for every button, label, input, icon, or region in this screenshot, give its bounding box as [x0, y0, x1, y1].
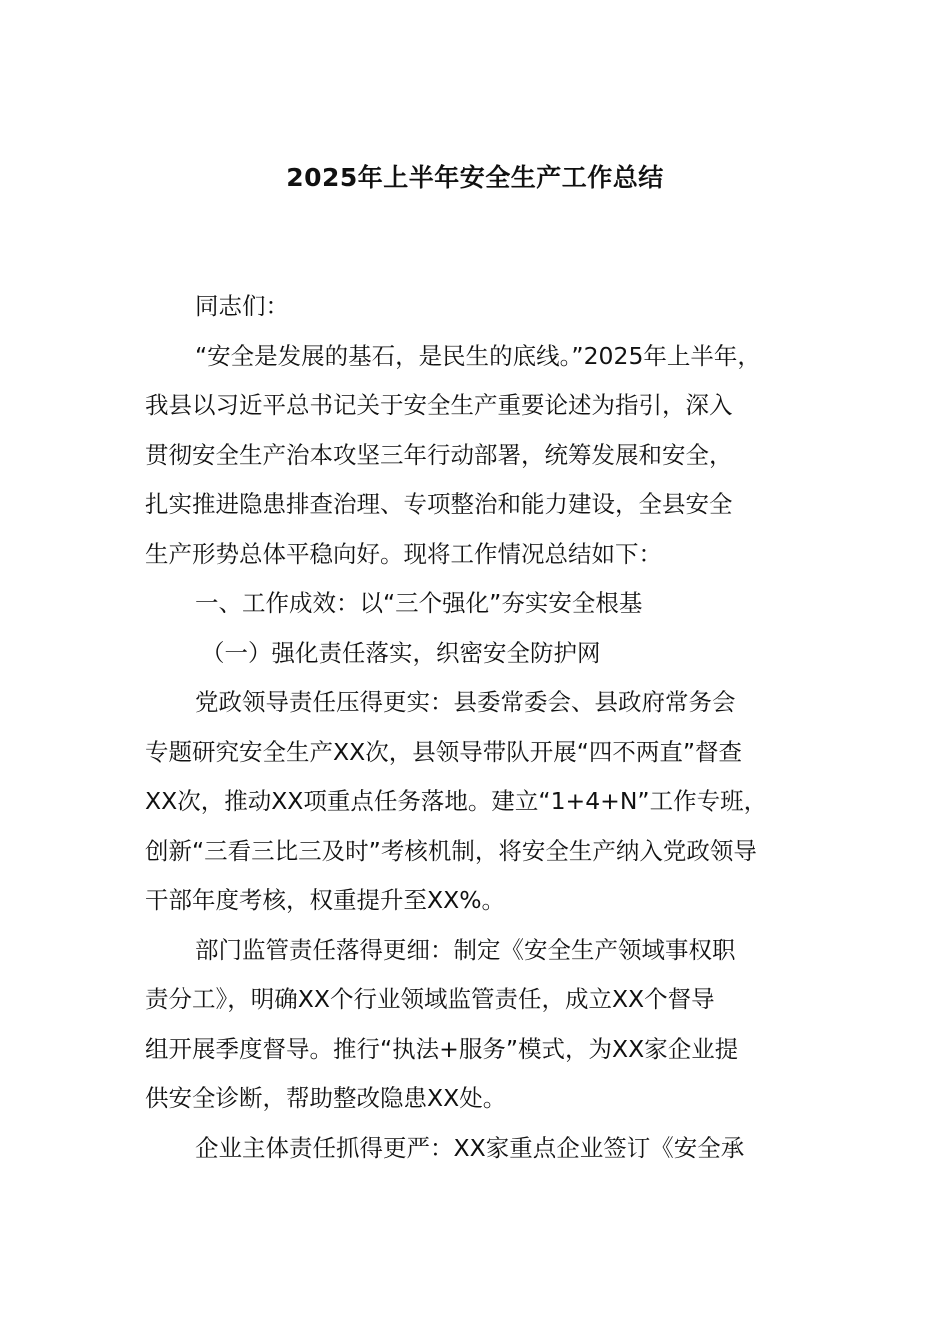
subsection-heading-1: （一）强化责任落实，织密安全防护网: [201, 638, 601, 667]
section-heading-1: 一、工作成效：以“三个强化”夯实安全根基: [195, 589, 643, 617]
paragraph-line: 贯彻安全生产治本攻坚三年行动部署，统筹发展和安全，: [145, 440, 733, 469]
paragraph-line: 党政领导责任压得更实：县委常委会、县政府常务会: [195, 688, 736, 716]
paragraph-line: 供安全诊断，帮助整改隐患XX处。: [145, 1084, 507, 1112]
paragraph-line: 组开展季度督导。推行“执法+服务”模式，为XX家企业提: [145, 1034, 739, 1063]
paragraph-line: 创新“三看三比三及时”考核机制，将安全生产纳入党政领导: [145, 836, 757, 865]
paragraph-line: 我县以习近平总书记关于安全生产重要论述为指引，深入: [145, 391, 733, 419]
paragraph-line: 干部年度考核，权重提升至XX%。: [145, 886, 506, 914]
salutation-line: 同志们：: [195, 292, 289, 320]
document-body: [145, 282, 835, 1173]
paragraph-line: 生产形势总体平稳向好。现将工作情况总结如下：: [145, 539, 662, 568]
paragraph-line: 企业主体责任抓得更严：XX家重点企业签订《安全承: [195, 1133, 745, 1162]
document-title: 2025年上半年安全生产工作总结: [286, 163, 664, 192]
paragraph-line: 扎实推进隐患排查治理、专项整治和能力建设，全县安全: [145, 490, 733, 518]
paragraph-line: 责分工》，明确XX个行业领域监管责任，成立XX个督导: [145, 985, 715, 1013]
paragraph-line: 专题研究安全生产XX次，县领导带队开展“四不两直”督查: [145, 737, 743, 766]
paragraph-line: “安全是发展的基石，是民生的底线。”2025年上半年，: [195, 341, 761, 370]
paragraph-line: 部门监管责任落得更细：制定《安全生产领域事权职: [195, 935, 736, 964]
paragraph-line: XX次，推动XX项重点任务落地。建立“1+4+N”工作专班，: [145, 787, 768, 815]
